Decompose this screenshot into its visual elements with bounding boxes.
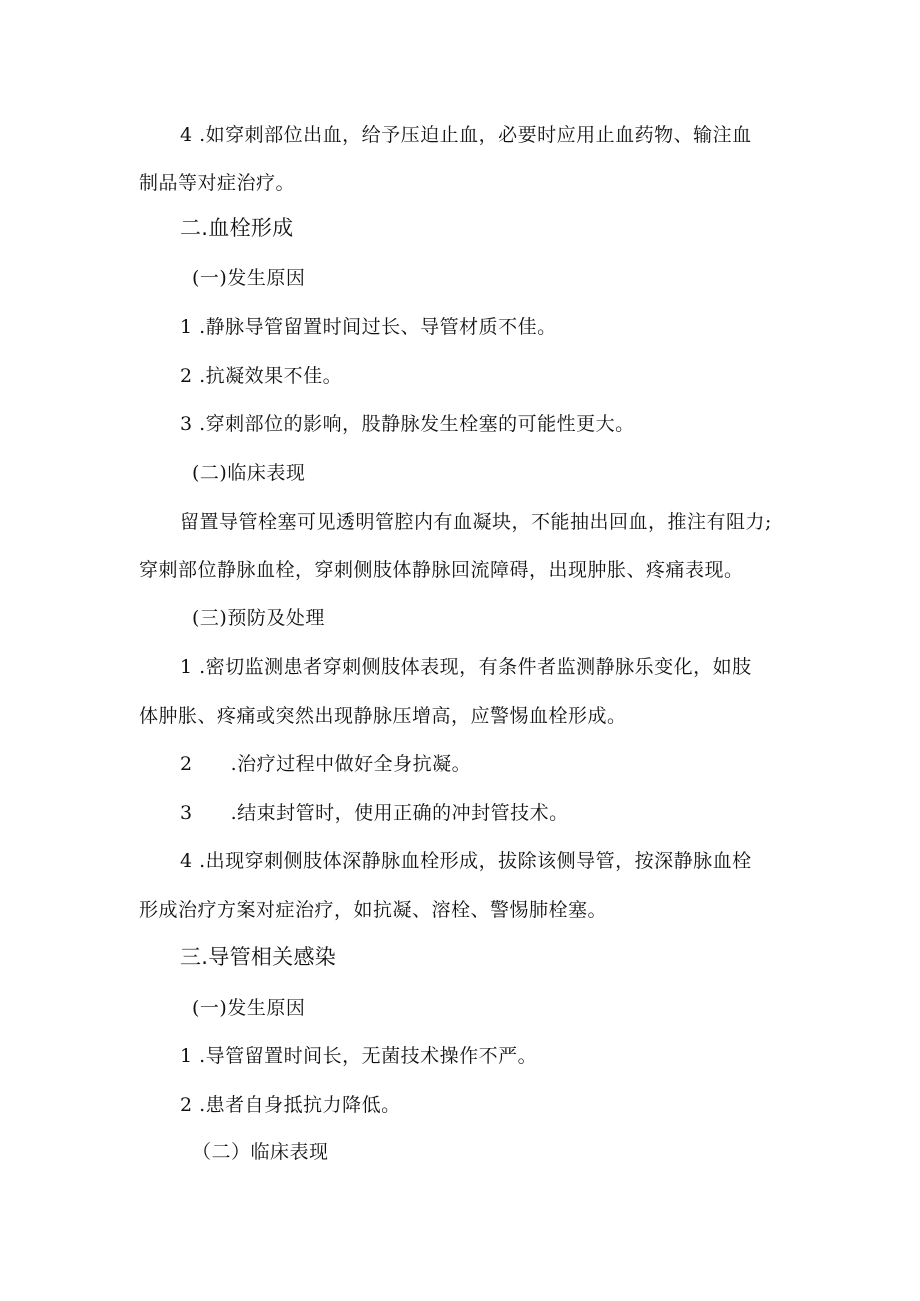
subsection-heading: (二)临床表现 — [192, 462, 306, 484]
list-item: 2 .患者自身抵抗力降低。 — [180, 1094, 401, 1116]
paragraph-line: 4 .如穿刺部位出血，给予压迫止血，必要时应用止血药物、输注血 — [180, 124, 752, 146]
section-heading: 三.导管相关感染 — [180, 945, 337, 969]
list-item — [180, 801, 569, 825]
paragraph-line: 穿刺部位静脉血栓，穿刺侧肢体静脉回流障碍，出现肿胀、疼痛表现。 — [139, 559, 744, 581]
subsection-heading: (一)发生原因 — [192, 997, 306, 1019]
list-number: 3 — [180, 802, 193, 824]
subsection-heading: (一)发生原因 — [192, 267, 306, 289]
paragraph-line: 制品等对症治疗。 — [139, 172, 296, 194]
list-item: 3 .穿刺部位的影响，股静脉发生栓塞的可能性更大。 — [180, 413, 635, 435]
paragraph-line: 留置导管栓塞可见透明管腔内有血凝块，不能抽出回血，推注有阻力; — [180, 511, 772, 533]
section-heading: 二.血栓形成 — [180, 216, 294, 240]
list-item: 4 .出现穿刺侧肢体深静脉血栓形成，拔除该侧导管，按深静脉血栓 — [180, 850, 752, 872]
list-text: .结束封管时，使用正确的冲封管技术。 — [230, 802, 569, 824]
list-item — [180, 752, 471, 776]
paragraph-line: 形成治疗方案对症治疗，如抗凝、溶栓、警惕肺栓塞。 — [139, 899, 608, 921]
paragraph-line: 体肿胀、疼痛或突然出现静脉压增高，应警惕血栓形成。 — [139, 705, 627, 727]
subsection-heading: （二）临床表现 — [192, 1141, 329, 1163]
subsection-heading: (三)预防及处理 — [192, 607, 325, 629]
list-text: .治疗过程中做好全身抗凝。 — [230, 753, 472, 775]
list-item: 1 .静脉导管留置时间过长、导管材质不佳。 — [180, 316, 557, 338]
list-number: 2 — [180, 753, 193, 775]
list-item: 1 .导管留置时间长，无菌技术操作不严。 — [180, 1045, 538, 1067]
list-item: 1 .密切监测患者穿刺侧肢体表现，有条件者监测静脉乐变化，如肢 — [180, 656, 752, 678]
list-item: 2 .抗凝效果不佳。 — [180, 365, 343, 387]
